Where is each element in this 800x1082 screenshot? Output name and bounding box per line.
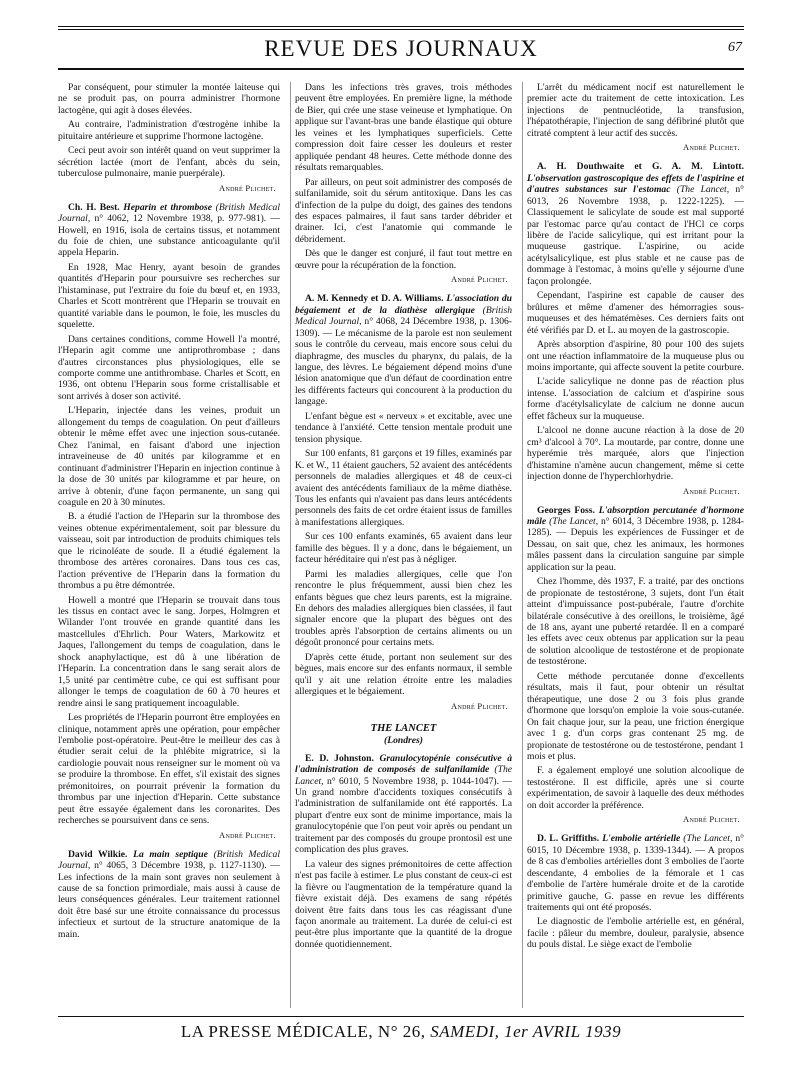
article-text: n° 6010, 5 Novembre 1938, p. 1044-1047). — Un grand nombre d'accidents toxiques consécutifs à l'administration de sulfanilamide ont été rapportés. La plupart d'entre eux sont de minime importance, mais la granulocytopénie que l'on peut voir après ou pendant un traitement par des composés du groupe prontosil est une complication des plus graves. [295, 775, 512, 856]
paragraph: Cependant, l'aspirine est capable de causer des brûlures et même d'amener des hémorragies sous-muqueuses et des hématémèses. Ces derniers faits ont été vérifiés par D. et L. au moyen de la gastroscopie. [527, 290, 744, 336]
author-signature: André Plichet. [683, 814, 740, 825]
article-douthwaite-lintott [527, 161, 744, 287]
article-griffiths [527, 833, 744, 913]
paragraph: L'arrêt du médicament nocif est naturellement le premier acte du traitement de cette intoxication. Les injections de pentnucléotide, la transfusion, l'hépatothérapie, l'injection de sang défibriné plutôt que citraté comptent à leur actif des succès. [527, 82, 744, 139]
author-signature: André Plichet. [683, 142, 740, 153]
paragraph: Après absorption d'aspirine, 80 pour 100 des sujets ont une réaction inflammatoire de la muqueuse plus ou moins importante, qui affecte souvent la petite courbure. [527, 339, 744, 373]
footer-rule [58, 1016, 744, 1017]
author-signature: André Plichet. [451, 274, 508, 285]
article-text: n° 6013, 26 Novembre 1938, p. 1222-1225). — Classiquement le salicylate de soude est mal supporté par l'estomac parce qu'au contact de l'HCl ce corps libère de l'acide salicylique, qui est irritant pour la muqueuse gastrique. L'aspirine, ou acide acétylsalicylique, est plus stable et ne cause pas de dommage à l'estomac, à moins qu'elle y séjourne d'une façon prolongée. [527, 184, 744, 287]
paragraph: D'après cette étude, portant non seulement sur des bègues, mais encore sur des enfants normaux, il semble qu'il y ait une relation étroite entre les maladies allergiques et le bégaiement. [295, 651, 512, 698]
article-columns [58, 82, 744, 1008]
paragraph: Les propriétés de l'Heparin pourront être employées en clinique, notamment après une opération, pour empêcher l'embolie post-opératoire. Peut-être le meilleur des cas à étudier serait celui de la phlébite migratrice, si la cardiologie pouvait nous renseigner sur le moment où va se produire la thrombose. En effet, s'il existait des signes prémonitoires, on pourrait prévenir la formation du thrombus par une injection d'Heparin. Cette substance peut être essayée également dans les coronarites. Des recherches se poursuivent dans ce sens. [58, 712, 280, 827]
paragraph: Chez l'homme, dès 1937, F. a traité, par des onctions de propionate de testostérone, 3 sujets, dont l'un était atteint d'impuissance post-pubérale, l'autre d'orchite bilatérale consécutive à des oreillons, le troisième, âgé de 18 ans, ayant une puberté retardée. Il en a comparé les effets avec ceux obtenus par application sur la peau de solution alcoolique de testostérone et de propionate de testostérone. [527, 576, 744, 668]
paragraph: B. a étudié l'action de l'Heparin sur la thrombose des veines obtenue expérimentalement, soit par blessure du vaisseau, soit par introduction de produits chimiques tels que le ricinoléate de soude. Il a étudié également la thrombose des artères coronaires. Dans tous ces cas, l'action préventive de l'Heparin dans la formation du thrombus a pu être démontrée. [58, 511, 280, 592]
article-title: Granulocytopénie consécutive à l'administration de composés de sulfanilamide [295, 752, 512, 776]
paragraph: L'alcool ne donne aucune réaction à la dose de 20 cm³ d'alcool à 70°. La moutarde, par contre, donne une hyperémie très marquée, alors que l'injection d'histamine n'amène aucun changement, même si cette injection donne de l'hyperchlorhydrie. [527, 425, 744, 483]
paragraph: Dans certaines conditions, comme Howell l'a montré, l'Heparin agit comme une antiprothrombase ; dans d'autres circonstances plus physiologiques, elle se comporte comme une antithrombase. Charles et Scott, en 1936, ont obtenu l'Heparin sous forme cristallisable et sont arrivés à doser son activité. [58, 333, 280, 402]
author-signature: André Plichet. [219, 829, 276, 840]
article-citation: (The Lancet, [683, 833, 733, 845]
article-author: Ch. H. Best. [68, 201, 120, 213]
article-title: L'association du bégaiement et de la diathèse allergique [295, 293, 512, 316]
article-text: n° 4065, 3 Décembre 1938, p. 1127-1130). — Les infections de la main sont graves non seulement à cause de sa fonction primordiale, mais aussi à cause de leurs conséquences générales. Leur traitement rationnel doit être basé sur une étroite connaissance du processus infectieux et surtout de la structure anatomique de la main. [58, 860, 280, 940]
paragraph: Howell a montré que l'Heparin se trouvait dans tous les tissus en contact avec le sang. Jorpes, Holmgren et Wilander l'ont trouvée en grande quantité dans les mastcellules d'Ehrlich. Pour Waters, Markowitz et Jaques, l'allongement du temps de coagulation, dans le shock anaphylactique, est dû à une libération de l'Heparin. La concentration dans le sang serait alors de 1,5 unité par centimètre cube, ce qui est suffisant pour allonger le temps de coagulation de 60 à 70 heures et rendre ainsi le sang pratiquement incoagulable. [58, 594, 280, 709]
paragraph: Au contraire, l'administration d'œstrogène inhibe la pituitaire antérieure et supprime l'hormone lactogène. [58, 119, 280, 142]
paragraph: L'enfant bègue est « nerveux » et excitable, avec une tendance à l'anxiété. Cette tension mentale produit une tension physique. [295, 410, 512, 445]
section-subtitle: (Londres) [384, 734, 423, 746]
article-author: D. L. Griffiths. [537, 833, 600, 845]
paragraph: L'acide salicylique ne donne pas de réaction plus intense. L'association de calcium et d'aspirine sous forme d'acétylsalicylate de calcium ne donne aucun effet fâcheux sur la muqueuse. [527, 376, 744, 422]
article-text: n° 4062, 12 Novembre 1938, p. 977-981). — Howell, en 1916, isola de certains tissus, et notamment du foie de chien, une substance anticoagulante qu'il appela Heparin. [58, 213, 280, 259]
author-signature: André Plichet. [683, 485, 740, 496]
article-author: A. H. Douthwaite et G. A. M. Lintott. [537, 161, 744, 173]
paragraph: Le diagnostic de l'embolie artérielle est, en général, facile : pâleur du membre, douleur, paralysie, absence du pouls distal. Le siège exact de l'embolie [527, 916, 744, 951]
page-footer [58, 1022, 744, 1042]
header-top-rule-2 [58, 29, 744, 30]
author-signature: André Plichet. [219, 182, 276, 193]
section-title: THE LANCET [370, 722, 437, 734]
article-text: n° 6014, 3 Décembre 1938, p. 1284-1285). — Depuis les expériences de Fussinger et de Dessau, on sait que, chez les animaux, les hormones mâles passent dans la circulation sanguine par simple application sur la peau. [527, 515, 744, 573]
article-text: n° 4068, 24 Décembre 1938, p. 1306-1309). — Le mécanisme de la parole est non seulement sous le contrôle du cerveau, mais encore sous celui du diaphragme, des muscles du pharynx, du palais, de la langue, des lèvres. Le bégaiement dépend moins d'une lésion anatomique que d'un défaut de coordination entre les différents facteurs qui concourent à la production du langage. [295, 316, 512, 408]
paragraph: En 1928, Mac Henry, ayant besoin de grandes quantités d'Heparin pour poursuivre ses recherches sur l'histaminase, put l'extraire du foie du bœuf et, en 1933, Charles et Scott montrèrent que l'Heparin se trouvait en quantité variable dans le poumon, le foie, les muscles du squelette. [58, 261, 280, 331]
header-bottom-rule [58, 68, 744, 70]
column-3 [522, 82, 744, 1008]
column-2 [290, 82, 512, 1008]
paragraph: Par ailleurs, on peut soit administrer des composés de sulfanilamide, soit du sérum antitoxique. Dans les cas d'infection de la pulpe du doigt, des gaines des tendons des espaces palmaires, il faut sans tarder débrider et drainer. Ici, c'est l'anatomie qui commande le débridement. [295, 176, 512, 245]
footer-date: SAMEDI, 1er AVRIL 1939 [430, 1022, 622, 1041]
article-title: L'observation gastroscopique des effets de l'aspirine et d'autres substances sur l'estomac [527, 172, 744, 196]
footer-publication: LA PRESSE MÉDICALE, N° 26, [180, 1022, 426, 1041]
article-citation: (British Medical Journal, [295, 304, 512, 328]
column-1 [58, 82, 280, 1008]
article-author: David Wilkie. [68, 848, 128, 860]
page-number: 67 [728, 40, 742, 55]
article-citation: (British Medical Journal, [58, 201, 280, 225]
article-best [58, 202, 280, 259]
article-author: Georges Foss. [537, 504, 595, 516]
article-title: La main septique [133, 848, 208, 860]
paragraph: Parmi les maladies allergiques, celle que l'on rencontre le plus fréquemment, aussi bien chez les enfants bègues que chez leurs parents, est la migraine. En dehors des maladies allergiques bien classées, il faut signaler encore que la plupart des bègues ont des troubles après l'absorption de certains aliments ou un dégoût prononcé pour certains mets. [295, 568, 512, 649]
article-citation: (The Lancet, [676, 184, 730, 196]
article-author: A. M. Kennedy et D. A. Williams. [305, 293, 444, 305]
journal-page [58, 22, 744, 1062]
article-wilkie [58, 849, 280, 941]
header-top-rule [58, 26, 744, 27]
paragraph: Dès que le danger est conjuré, il faut tout mettre en œuvre pour la récupération de la fonction. [295, 248, 512, 271]
paragraph: Sur ces 100 enfants examinés, 65 avaient dans leur famille des bègues. Il y a donc, dans le bégaiement, un facteur héréditaire qui n'est pas à négliger. [295, 531, 512, 566]
paragraph: Ceci peut avoir son intérêt quand on veut supprimer la sécrétion lactée (mort de l'enfant, abcès du sein, tuberculose pulmonaire, manie puerpérale). [58, 145, 280, 180]
paragraph: La valeur des signes prémonitoires de cette affection n'est pas facile à estimer. Le plus constant de ceux-ci est la fièvre ou l'augmentation de la température quand la fièvre existait déjà. Des examens de sang répétés doivent être faits dans tous les cas réagissant d'une façon anormale au traitement. La durée de celui-ci est peut-être plus importante que la quantité de la drogue donnée quotidiennement. [295, 858, 512, 950]
article-kennedy-williams [295, 293, 512, 408]
journal-title: REVUE DES JOURNAUX [264, 36, 538, 61]
article-citation: (British Medical Journal, [58, 848, 280, 872]
article-author: E. D. Johnston. [305, 752, 374, 764]
article-title: L'embolie artérielle [602, 833, 681, 845]
article-citation: (The Lancet, [295, 764, 512, 787]
article-title: Heparin et thrombose [123, 201, 213, 213]
article-title: L'absorption percutanée d'hormone mâle [527, 504, 744, 527]
paragraph: Cette méthode percutanée donne d'excellents résultats, mais il faut, pour obtenir un résultat thérapeutique, une dose 2 ou 3 fois plus grande d'hormone que lorsqu'on emploie la voie sous-cutanée. On fait chaque jour, sur la peau, une friction énergique avec 1 g. d'un corps gras contenant 25 mg. de propionate de testostérone ou de testostérone, pendant 1 mois et plus. [527, 670, 744, 763]
article-citation: (The Lancet, [549, 515, 599, 527]
article-text: n° 6015, 10 Décembre 1938, p. 1339-1344). — A propos de 8 cas d'embolies artérielles dont 3 embolies de l'aorte descendante, 4 embolies de la fémorale et 1 cas d'embolie de l'artère humérale droite et de la carotide primitive gauche, G. passe en revue les différents traitements qui ont été proposés. [527, 833, 744, 913]
paragraph: Sur 100 enfants, 81 garçons et 19 filles, examinés par K. et W., 11 étaient gauchers, 52 avaient des antécédents personnels de maladies allergiques et 48 de ceux-ci avaient des antécédents familiaux de la même diathèse. Tous les enfants qui n'avaient pas dans leurs antécédents personnels des faits de cet ordre étaient issus de familles à manifestations allergiques. [295, 448, 512, 528]
paragraph: Par conséquent, pour stimuler la montée laiteuse qui ne se produit pas, on pourra administrer l'hormone lactogène, qui agit à doses élevées. [58, 82, 280, 116]
paragraph: L'Heparin, injectée dans les veines, produit un allongement du temps de coagulation. On peut d'ailleurs obtenir le même effet avec une injection sous-cutanée. Chez l'animal, en faisant d'abord une injection intraveineuse de 40 unités par kilogramme et en continuant d'administrer l'Heparin en injection continue à la dose de 30 unités par kilogramme et par heure, on arrive à obtenir, d'une façon permanente, un sang qui coagule en 20 à 30 minutes. [58, 405, 280, 508]
article-foss [527, 505, 744, 574]
author-signature: André Plichet. [451, 700, 508, 711]
article-johnston [295, 753, 512, 856]
paragraph: F. a également employé une solution alcoolique de testostérone. Il est difficile, après une si courte expérimentation, de savoir à laquelle des deux méthodes on doit accorder la préférence. [527, 765, 744, 811]
paragraph: Dans les infections très graves, trois méthodes peuvent être employées. En première ligne, la méthode de Bier, qui crée une stase veineuse et lymphatique. On applique sur l'avant-bras une bande élastique qui obture les veines et les lymphatiques superficiels. Cette compression doit faire cesser les douleurs et rester appliquée pendant 48 heures. Cette méthode donne des résultats remarquables. [295, 82, 512, 174]
